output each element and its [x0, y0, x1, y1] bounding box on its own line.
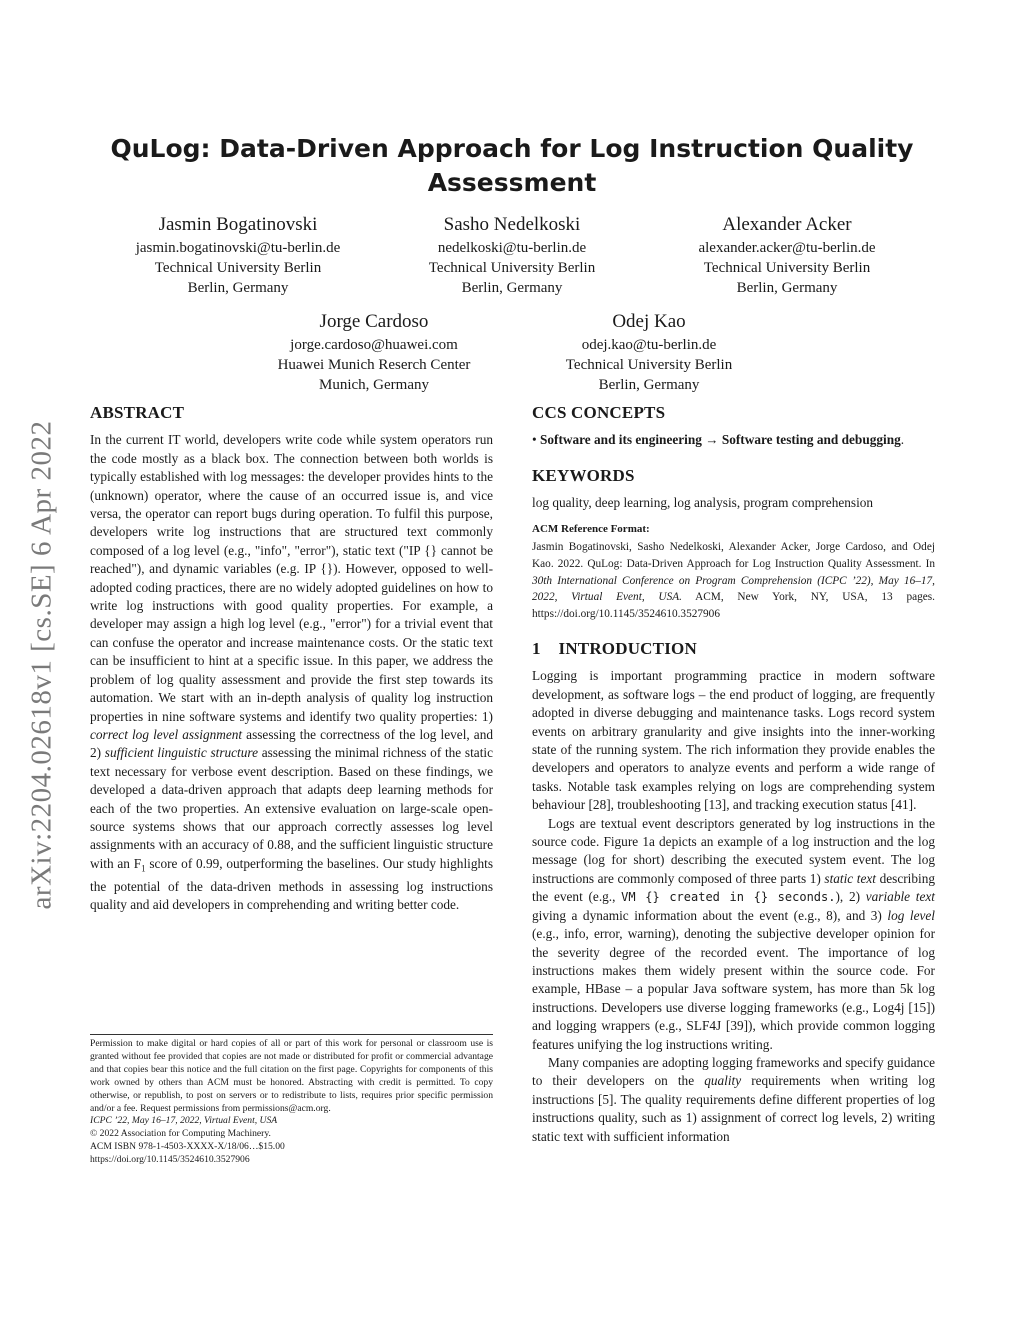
author-block — [362, 213, 662, 298]
author-name: Sasho Nedelkoski — [443, 214, 581, 235]
isbn-line: ACM ISBN 978-1-4503-XXXX-X/18/06…$15.00 — [90, 1141, 285, 1153]
ccs-concepts: • Software and its engineering → Software testing and debugging. — [532, 432, 905, 448]
abstract-heading: ABSTRACT — [90, 403, 185, 422]
doi-link[interactable]: https://doi.org/10.1145/3524610.3527906 — [90, 1154, 250, 1166]
reference-heading: ACM Reference Format: — [532, 522, 650, 535]
keywords-heading: KEYWORDS — [532, 465, 635, 485]
permission-footnote — [90, 1034, 493, 1167]
author-name: Jorge Cardoso — [319, 311, 429, 332]
intro-paragraph: Logs are textual event descriptors generated by log instructions in the source code. Figure 1a depicts an example of a log instruction and the log message (log for short) describing the executed system event. The log instructions are commonly composed of three parts 1) static text describing the event (e.g., VM {} created in {} seconds.), 2) variable text giving a dynamic information about the event (e.g., 8), and 3) log level (e.g., info, error, warning), denoting the subjective developer opinion for the severity degree of the recorded event. The importance of log instructions makes them widely present within the source code. For example, HBase – a popular Java software system, has more than 5k log instructions. Developers use diverse logging frameworks (e.g., Log4j [15]) and logging wrappers (e.g., SLF4J [39]), which provide common logging features unifying the log instructions writing. — [532, 815, 935, 1052]
author-block — [88, 213, 388, 298]
abstract-text: In the current IT world, developers write code while system operators run the code mostly as a black box. The connection between both worlds is typically established with log messages: the developer provides hints to the (unknown) operator, where the cause of an occurred issue is, and vice versa, the operator can report bugs during operation. To fulfil this purpose, developers write log instructions that are structured text commonly composed of a log level (e.g., "info", "error"), static text ("IP {} cannot be reached"), and dynamic variables (e.g. IP {}). However, opposed to well-adopted coding practices, there are no widely adopted guidelines on how to write log instructions with good quality properties. For example, a developer may assign a high log level (e.g., "error") for a trivial event that can confuse the operator and increase maintenance costs. Or the static text can be insufficient to hint at a specific issue. In this paper, we address the problem of log quality assessment and provide the first step towards its automation. We start with an in-depth analysis of quality log instruction properties in nine software systems and identify two quality properties: 1) correct log level assignment assessing the correctness of the log level, and 2) sufficient linguistic structure assessing the minimal richness of the static text necessary for verbose event description. Based on these findings, we developed a data-driven approach that adapts deep learning methods for each of the two properties. An extensive evaluation on large-scale open-source systems shows that our approach correctly assesses log level assignments with an accuracy of 0.88, and the sufficient linguistic structure with an $F_1$ score of 0.99, outperforming the baselines. Our study highlights the potential of the data-driven methods in assessing log instructions quality and aid developers in comprehending and writing better code. — [90, 432, 493, 913]
author-email[interactable]: alexander.acker@tu-berlin.de — [698, 240, 876, 256]
right-column — [532, 404, 935, 1146]
author-block — [224, 310, 524, 395]
author-location: Berlin, Germany — [187, 280, 289, 296]
author-location: Munich, Germany — [319, 377, 429, 393]
author-email[interactable]: nedelkoski@tu-berlin.de — [437, 240, 587, 256]
author-location: Berlin, Germany — [736, 280, 838, 296]
copyright-line: © 2022 Association for Computing Machinery. — [90, 1128, 271, 1140]
author-location: Berlin, Germany — [461, 280, 563, 296]
permission-text: Permission to make digital or hard copies of all or part of this work for personal or classroom use is granted without fee provided that copies are not made or distributed for profit or commercial advantage and that copies bear this notice and the full citation on the first page. Copyrights for components of this work owned by others than ACM must be honored. Abstracting with credit is permitted. To copy otherwise, or republish, to post on servers or to redistribute to lists, requires prior specific permission and/or a fee. Request permissions from permissions@acm.org. — [90, 1038, 493, 1114]
left-column — [90, 404, 493, 915]
author-affiliation: Huawei Munich Reserch Center — [277, 357, 471, 373]
author-block — [637, 213, 937, 298]
keywords-text: log quality, deep learning, log analysis, program comprehension — [532, 495, 874, 511]
author-block — [499, 310, 799, 395]
author-email[interactable]: odej.kao@tu-berlin.de — [581, 337, 717, 353]
ccs-heading: CCS CONCEPTS — [532, 403, 666, 422]
author-name: Alexander Acker — [722, 214, 852, 235]
author-email[interactable]: jorge.cardoso@huawei.com — [290, 337, 458, 353]
paper-title: QuLog: Data-Driven Approach for Log Instruction Quality Assessment — [110, 134, 914, 197]
venue-line: ICPC ’22, May 16–17, 2022, Virtual Event, USA — [90, 1115, 278, 1127]
author-name: Jasmin Bogatinovski — [158, 214, 318, 235]
arxiv-identifier: arXiv:2204.02618v1 [cs.SE] 6 Apr 2022 — [25, 420, 58, 910]
author-location: Berlin, Germany — [598, 377, 700, 393]
reference-text: Jasmin Bogatinovski, Sasho Nedelkoski, Alexander Acker, Jorge Cardoso, and Odej Kao. 2022. QuLog: Data-Driven Approach for Log Instruction Quality Assessment. In 30th International Conference on Program Comprehension (ICPC ’22), May 16–17, 2022, Virtual Event, USA. ACM, New York, NY, USA, 13 pages. https://doi.org/10.1145/3524610.3527906 — [532, 541, 935, 621]
author-affiliation: Technical University Berlin — [565, 357, 733, 373]
code-snippet: VM {} created in {} seconds. — [621, 890, 836, 905]
author-name: Odej Kao — [612, 311, 686, 332]
author-affiliation: Technical University Berlin — [428, 260, 596, 276]
author-email[interactable]: jasmin.bogatinovski@tu-berlin.de — [135, 240, 341, 256]
intro-paragraph: Many companies are adopting logging frameworks and specify guidance to their developers on the quality requirements when writing log instructions [5]. The quality requirements define different properties of log instructions quality, such as 1) assignment of correct log levels, 2) writing static text with sufficient information — [532, 1054, 936, 1144]
author-affiliation: Technical University Berlin — [154, 260, 322, 276]
author-affiliation: Technical University Berlin — [703, 260, 871, 276]
introduction-heading: 1 INTRODUCTION — [532, 639, 697, 659]
intro-paragraph: Logging is important programming practice in modern software development, as software logs – the end product of logging, are frequently adopted in diverse debugging and maintenance tasks. Logs record system events on arbitrary granularity and give insights into the inner-working state of the running system. The rich information they provide enables the developers and operators to analyze events and perform a wide range of tasks. Notable task examples relying on logs are comprehending system behaviour [28], troubleshooting [13], and tracking execution status [41]. — [532, 668, 935, 813]
